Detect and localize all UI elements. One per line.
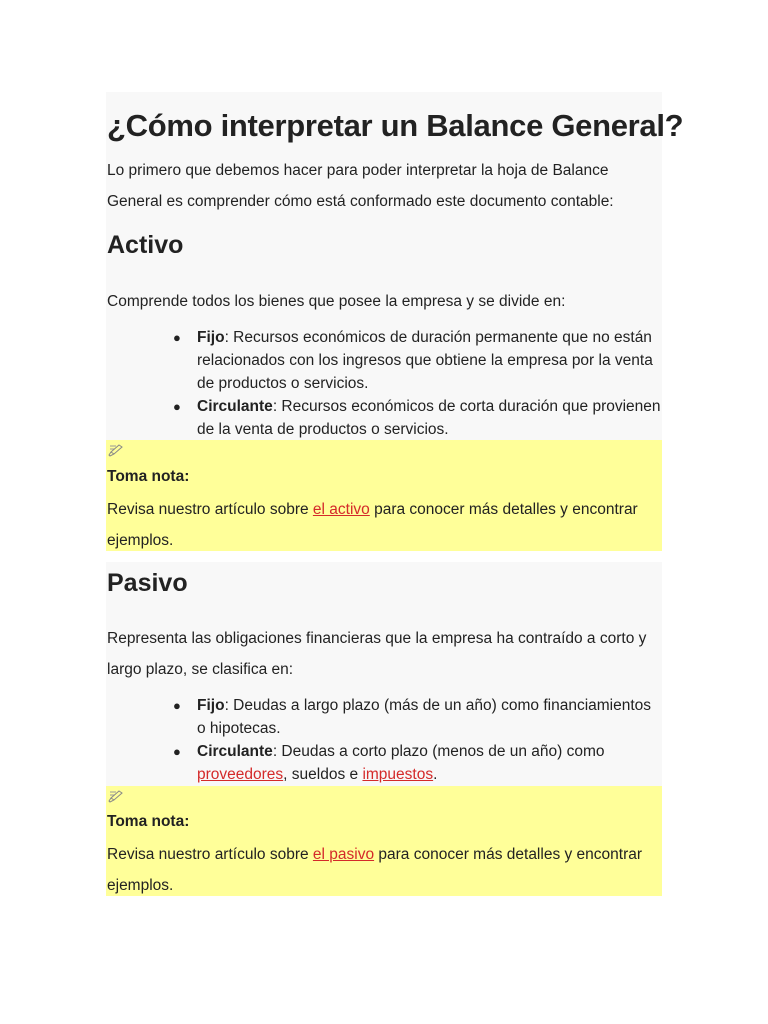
list-item-term: Fijo [197, 329, 225, 346]
bullet-icon: ● [173, 698, 181, 713]
list-item-text: : Recursos económicos de corta duración que provienen de la venta de productos o servicios. [197, 398, 661, 438]
list-item [173, 694, 662, 740]
activo-heading: Activo [107, 231, 184, 259]
bullet-icon: ● [173, 330, 181, 345]
bullet-icon: ● [173, 399, 181, 414]
list-item-text: : Deudas a largo plazo (más de un año) como financiamientos o hipotecas. [197, 697, 652, 737]
proveedores-link[interactable]: proveedores [197, 766, 284, 783]
activo-note-title: Toma nota: [107, 468, 190, 485]
el-activo-link[interactable]: el activo [312, 501, 370, 518]
pencil-note-icon [108, 789, 124, 803]
activo-note-text [107, 494, 657, 556]
list-item-text: , sueldos e [283, 766, 363, 783]
pencil-note-icon [108, 443, 124, 457]
activo-list [107, 326, 662, 441]
note-text-before: Revisa nuestro artículo sobre [107, 846, 313, 863]
note-text-after: para conocer más detalles y encontrar ejemplos. [107, 846, 643, 894]
el-pasivo-link[interactable]: el pasivo [312, 846, 375, 863]
pasivo-list [107, 694, 662, 786]
list-item [173, 326, 662, 395]
pasivo-description: Representa las obligaciones financieras que la empresa ha contraído a corto y largo plazo, se clasifica en: [107, 630, 647, 678]
pasivo-note-text [107, 839, 657, 901]
impuestos-link[interactable]: impuestos [362, 766, 434, 783]
page-title: ¿Cómo interpretar un Balance General? [107, 108, 684, 143]
list-item-text: : Deudas a corto plazo (menos de un año) como [272, 743, 605, 760]
pasivo-note-title: Toma nota: [107, 813, 190, 830]
list-item [173, 740, 662, 786]
list-item-term: Circulante [197, 398, 273, 415]
pasivo-heading: Pasivo [107, 569, 188, 597]
list-item-term: Circulante [197, 743, 273, 760]
intro-paragraph: Lo primero que debemos hacer para poder interpretar la hoja de Balance General es comprender cómo está conformado este documento contable: [107, 162, 614, 210]
note-text-after: para conocer más detalles y encontrar ejemplos. [107, 501, 638, 549]
list-item-text: : Recursos económicos de duración permanente que no están relacionados con los ingresos que obtiene la empresa por la venta de productos o servicios. [197, 329, 653, 392]
activo-description: Comprende todos los bienes que posee la empresa y se divide en: [107, 293, 566, 310]
bullet-icon: ● [173, 744, 181, 759]
list-item-text: . [433, 766, 438, 783]
note-text-before: Revisa nuestro artículo sobre [107, 501, 313, 518]
list-item [173, 395, 662, 441]
list-item-term: Fijo [197, 697, 225, 714]
